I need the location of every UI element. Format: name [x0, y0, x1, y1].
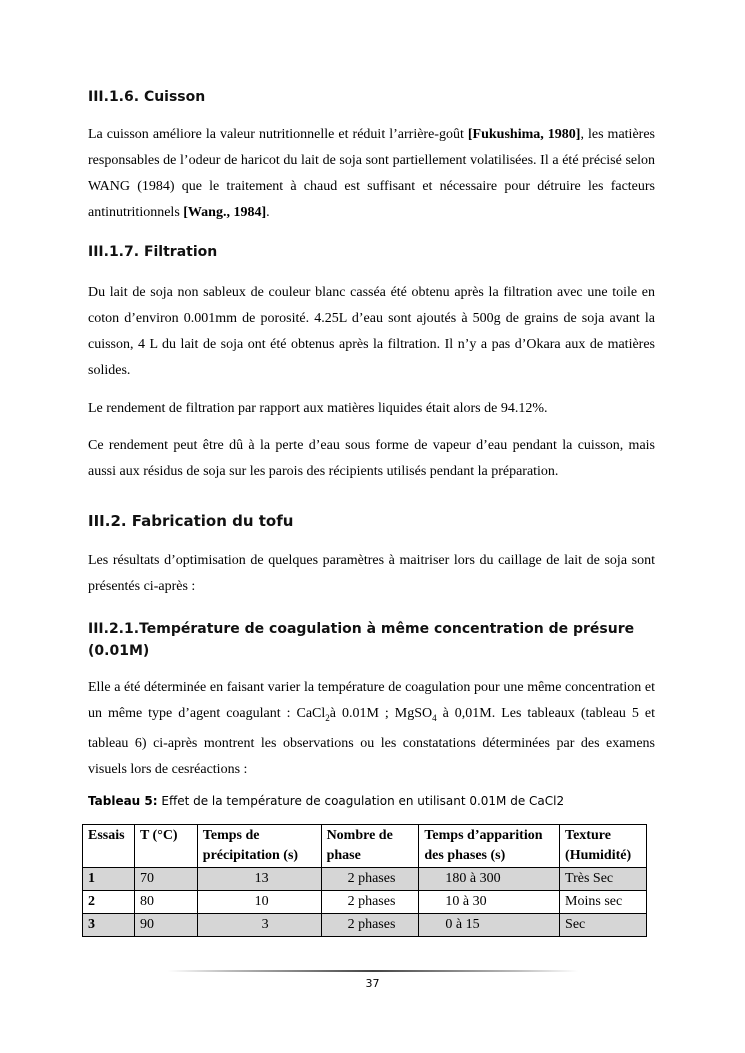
heading-fabrication-tofu: III.2. Fabrication du tofu	[88, 512, 294, 530]
caption-label: Tableau 5:	[88, 794, 158, 808]
table-cell: Très Sec	[560, 868, 647, 891]
citation-fukushima: [Fukushima, 1980]	[467, 127, 581, 142]
table-cell: 2	[83, 891, 135, 914]
table-cell: 90	[134, 914, 197, 937]
header-cell: Essais	[83, 825, 135, 868]
table-cell: Moins sec	[560, 891, 647, 914]
table-header-row	[83, 825, 647, 868]
table-cell: 3	[197, 914, 321, 937]
header-cell: Nombre de phase	[321, 825, 419, 868]
table-cell: 80	[134, 891, 197, 914]
paragraph-tofu: Les résultats d’optimisation de quelques paramètres à maitriser lors du caillage de lait de soja sont présentés ci-après :	[88, 553, 655, 594]
citation-wang: [Wang., 1984]	[183, 205, 267, 220]
heading-cuisson: III.1.6. Cuisson	[88, 89, 206, 105]
subscript: 2	[325, 712, 330, 723]
text-run: , les matières responsables de l’odeur de haricot du lait de soja sont partiellement volatilisées. Il a été précisé selon WANG (1984) que le traitement à chaud est suffisant et nécessaire pour détruire les facteurs antinutritionnels	[88, 127, 655, 220]
header-cell: Temps d’apparition des phases (s)	[419, 825, 560, 868]
paragraph-filtration-1: Du lait de soja non sableux de couleur blanc casséa été obtenu après la filtration avec une toile en coton d’environ 0.001mm de porosité. 4.25L d’eau sont ajoutés à 500g de grains de soja avant la cuisson, 4 L du lait de soja ont été obtenus après la filtration. Il n’y a pas d’Okara aux de matières solides.	[88, 285, 655, 378]
table-row	[83, 891, 647, 914]
table-row	[83, 914, 647, 937]
table-cell: 1	[83, 868, 135, 891]
caption-text: Effet de la température de coagulation en utilisant 0.01M de CaCl2	[157, 794, 565, 808]
heading-line: (0.01M)	[88, 643, 150, 659]
subscript: 4	[432, 712, 437, 723]
header-cell: T (°C)	[134, 825, 197, 868]
text-run: .	[266, 205, 270, 220]
table-cell: Sec	[560, 914, 647, 937]
text-run: à 0,01M. Les tableaux (tableau 5 et tableau 6) ci-après montrent les observations ou les constatations déterminées par des examens visuels lors de cesréactions :	[88, 706, 655, 777]
table-5	[82, 824, 647, 937]
table-cell: 180 à 300	[419, 868, 560, 891]
paragraph-temperature	[88, 675, 655, 783]
table-cell: 2 phases	[321, 891, 419, 914]
table-row	[83, 868, 647, 891]
table-cell: 10	[197, 891, 321, 914]
heading-filtration: III.1.7. Filtration	[88, 244, 218, 260]
table-cell: 13	[197, 868, 321, 891]
paragraph-filtration-3: Ce rendement peut être dû à la perte d’eau sous forme de vapeur d’eau pendant la cuisson, mais aussi aux résidus de soja sur les parois des récipients utilisés pendant la préparation.	[88, 438, 655, 479]
table-cell: 10 à 30	[419, 891, 560, 914]
footer-divider	[168, 970, 578, 972]
text-run: La cuisson améliore la valeur nutritionnelle et réduit l’arrière-goût	[88, 127, 468, 142]
text-run: à 0.01M ; MgSO	[329, 706, 433, 721]
heading-temperature	[88, 618, 634, 662]
table-cell: 70	[134, 868, 197, 891]
table-caption	[88, 794, 564, 808]
page-number: 37	[365, 977, 380, 990]
table-cell: 3	[83, 914, 135, 937]
header-cell: Temps de précipitation (s)	[197, 825, 321, 868]
table-cell: 2 phases	[321, 868, 419, 891]
paragraph-filtration-2: Le rendement de filtration par rapport aux matières liquides était alors de 94.12%.	[88, 401, 548, 416]
text-run: Elle a été déterminée en faisant varier la température de coagulation pour une même concentration et un même type d’agent coagulant : CaCl	[88, 680, 655, 721]
heading-line: III.2.1.Température de coagulation à même concentration de présure	[88, 621, 635, 637]
header-cell: Texture (Humidité)	[560, 825, 647, 868]
paragraph-cuisson	[88, 122, 655, 226]
table-cell: 2 phases	[321, 914, 419, 937]
table-cell: 0 à 15	[419, 914, 560, 937]
